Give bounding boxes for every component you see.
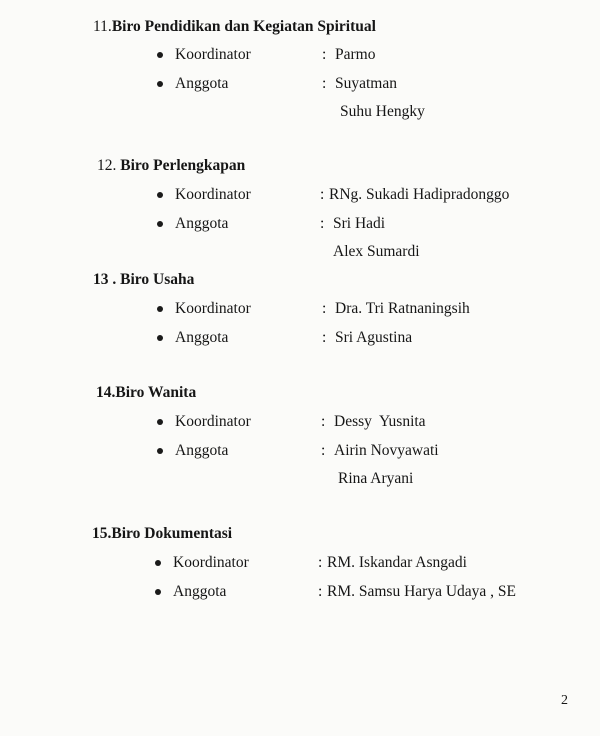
koordinator-label: Koordinator — [175, 186, 251, 203]
koordinator-name: Parmo — [335, 46, 376, 63]
anggota-label: Anggota — [175, 329, 229, 346]
bullet-icon — [157, 448, 163, 454]
bullet-icon — [157, 419, 163, 425]
colon: : — [322, 300, 327, 317]
section-12-heading — [97, 157, 245, 175]
section-11-heading — [93, 18, 376, 36]
koordinator-label: Koordinator — [175, 413, 251, 430]
section-title: Biro Wanita — [115, 384, 197, 401]
koordinator-name: Dra. Tri Ratnaningsih — [335, 300, 470, 317]
section-13-heading — [93, 271, 194, 289]
anggota-name: Suhu Hengky — [340, 103, 425, 120]
colon: : — [322, 329, 327, 346]
colon: : — [322, 75, 327, 92]
koordinator-label: Koordinator — [175, 300, 251, 317]
section-number: 11. — [93, 18, 112, 35]
section-title: Biro Perlengkapan — [120, 157, 246, 174]
colon: : — [318, 583, 323, 600]
anggota-name: Alex Sumardi — [333, 243, 420, 260]
bullet-icon — [157, 52, 163, 58]
bullet-icon — [155, 589, 161, 595]
section-title: Biro Usaha — [120, 271, 195, 288]
anggota-name: Sri Hadi — [333, 215, 386, 232]
bullet-icon — [157, 221, 163, 227]
bullet-icon — [155, 560, 161, 566]
section-number: 12. — [97, 157, 117, 174]
colon: : — [318, 554, 323, 571]
colon: : — [320, 186, 325, 203]
page-number: 2 — [561, 693, 568, 708]
koordinator-name: RNg. Sukadi Hadipradonggo — [329, 186, 510, 203]
anggota-name: Airin Novyawati — [334, 442, 439, 459]
anggota-label: Anggota — [175, 215, 229, 232]
koordinator-name: Dessy Yusnita — [334, 413, 426, 430]
section-title: Biro Dokumentasi — [111, 525, 233, 542]
anggota-label: Anggota — [175, 75, 229, 92]
colon: : — [321, 413, 326, 430]
section-15-heading — [92, 525, 232, 543]
colon: : — [322, 46, 327, 63]
colon: : — [321, 442, 326, 459]
anggota-label: Anggota — [173, 583, 227, 600]
section-number: 15. — [92, 525, 112, 542]
anggota-name: RM. Samsu Harya Udaya , SE — [327, 583, 516, 600]
koordinator-name: RM. Iskandar Asngadi — [327, 554, 467, 571]
section-title: Biro Pendidikan dan Kegiatan Spiritual — [111, 18, 376, 35]
bullet-icon — [157, 306, 163, 312]
bullet-icon — [157, 192, 163, 198]
colon: : — [320, 215, 325, 232]
koordinator-label: Koordinator — [175, 46, 251, 63]
bullet-icon — [157, 81, 163, 87]
anggota-label: Anggota — [175, 442, 229, 459]
section-number: 14. — [96, 384, 116, 401]
section-number: 13 . — [93, 271, 117, 288]
anggota-name: Rina Aryani — [338, 470, 414, 487]
bullet-icon — [157, 335, 163, 341]
anggota-name: Suyatman — [335, 75, 397, 92]
koordinator-label: Koordinator — [173, 554, 249, 571]
anggota-name: Sri Agustina — [335, 329, 413, 346]
section-14-heading — [96, 384, 196, 402]
